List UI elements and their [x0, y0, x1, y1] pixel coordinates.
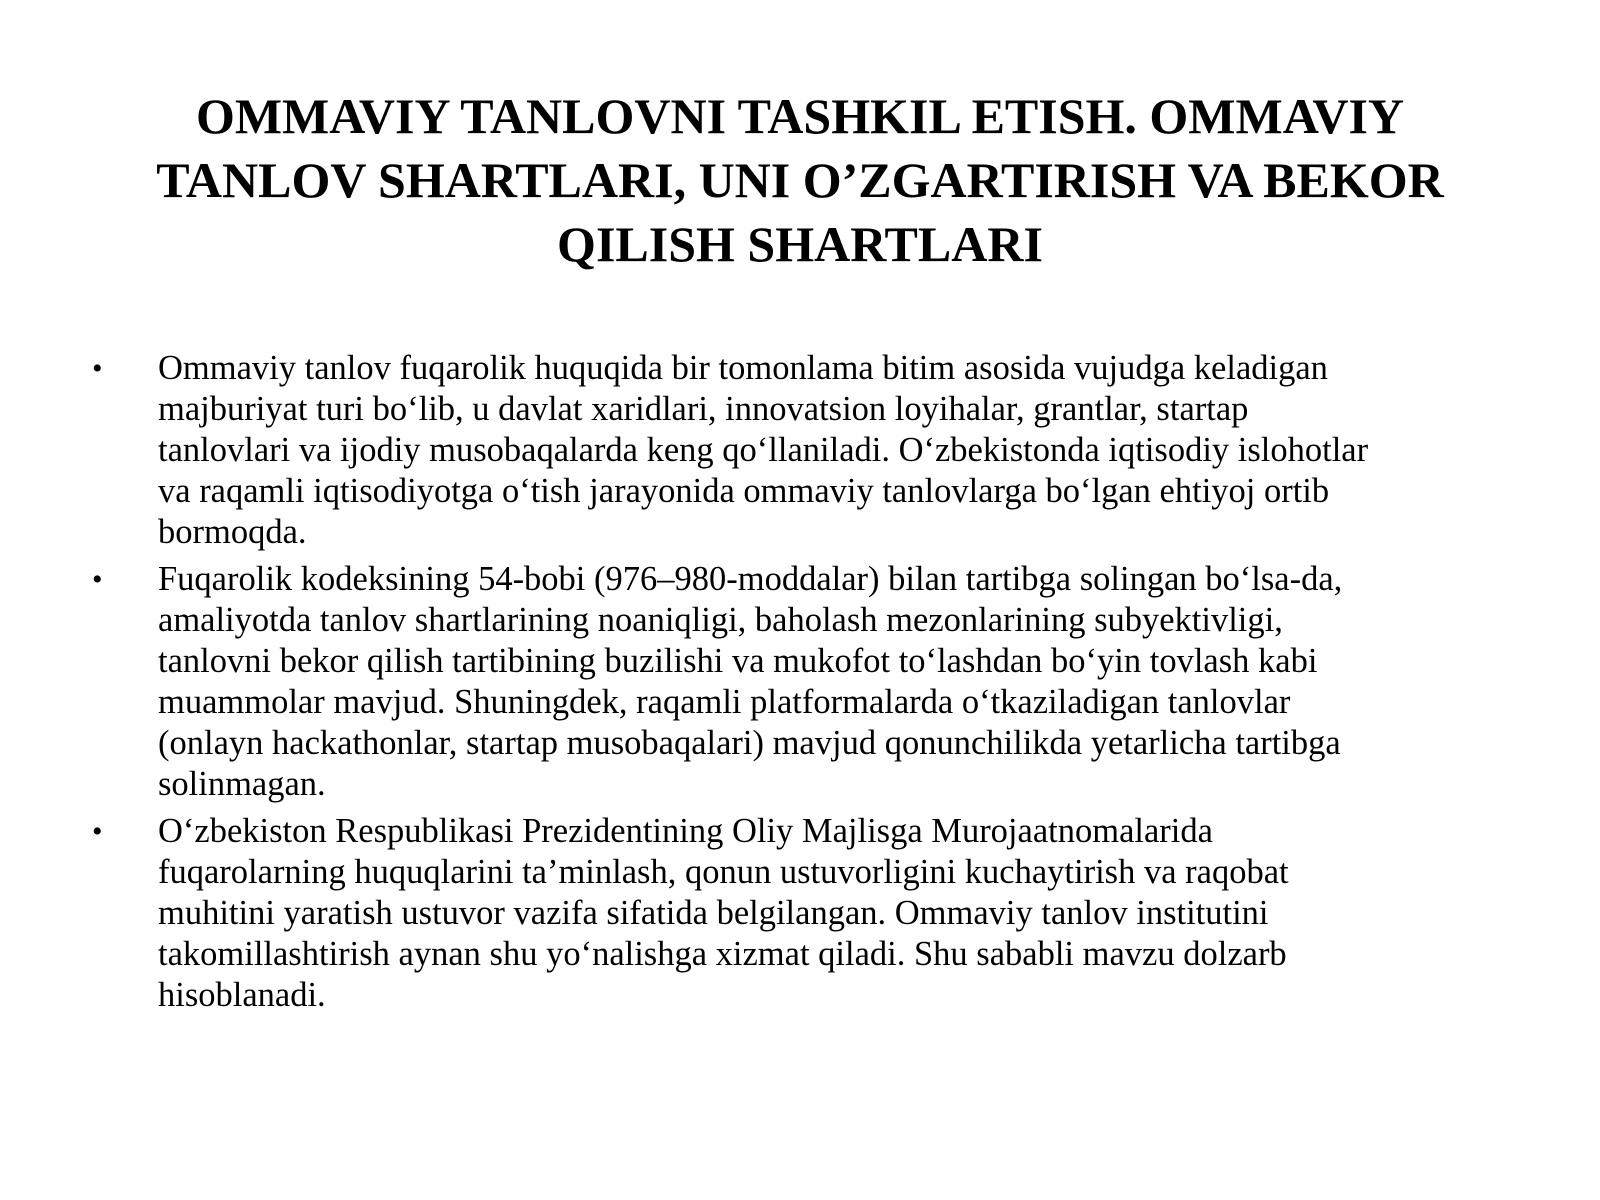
slide-title: [80, 84, 1520, 276]
bullet-text: [158, 348, 1512, 553]
bullet-line: tanlovlari va ijodiy musobaqalarda keng qo‘llaniladi. O‘zbekistonda iqtisodiy islohotlar: [158, 431, 1369, 469]
bullet-icon: •: [92, 352, 103, 385]
bullet-line: tanlovni bekor qilish tartibining buzilishi va mukofot to‘lashdan bo‘yin tovlash kabi: [158, 642, 1318, 680]
bullet-line: muammolar mavjud. Shuningdek, raqamli platformalarda o‘tkaziladigan tanlovlar: [158, 683, 1291, 721]
bullet-line: va raqamli iqtisodiyotga o‘tish jarayonida ommaviy tanlovlarga bo‘lgan ehtiyoj ortib: [158, 472, 1330, 510]
bullet-line: muhitini yaratish ustuvor vazifa sifatida belgilangan. Ommaviy tanlov institutini: [158, 894, 1269, 932]
bullet-text: [158, 559, 1512, 805]
bullet-line: (onlayn hackathonlar, startap musobaqalari) mavjud qonunchilikda yetarlicha tartibga: [158, 724, 1341, 762]
bullet-line: Ommaviy tanlov fuqarolik huquqida bir tomonlama bitim asosida vujudga keladigan: [158, 349, 1328, 387]
bullet-line: amaliyotda tanlov shartlarining noaniqligi, baholash mezonlarining subyektivligi,: [158, 601, 1283, 639]
bullet-line: fuqarolarning huquqlarini ta’minlash, qonun ustuvorligini kuchaytirish va raqobat: [158, 853, 1289, 891]
bullet-item: [92, 348, 1512, 553]
bullet-line: Fuqarolik kodeksining 54-bobi (976–980-moddalar) bilan tartibga solingan bo‘lsa-da,: [158, 560, 1343, 598]
bullet-item: [92, 559, 1512, 805]
bullet-icon: •: [92, 815, 103, 848]
bullet-list: [92, 348, 1512, 1022]
bullet-icon: •: [92, 563, 103, 596]
bullet-line: bormoqda.: [158, 513, 307, 551]
bullet-item: [92, 811, 1512, 1016]
title-line: QILISH SHARTLARI: [557, 216, 1043, 272]
bullet-text: [158, 811, 1512, 1016]
bullet-line: majburiyat turi bo‘lib, u davlat xaridlari, innovatsion loyihalar, grantlar, startap: [158, 390, 1249, 428]
title-line: TANLOV SHARTLARI, UNI O’ZGARTIRISH VA BEKOR: [156, 152, 1444, 208]
bullet-line: solinmagan.: [158, 765, 326, 803]
bullet-line: O‘zbekiston Respublikasi Prezidentining Oliy Majlisga Murojaatnomalarida: [158, 812, 1213, 850]
title-line: OMMAVIY TANLOVNI TASHKIL ETISH. OMMAVIY: [195, 88, 1405, 144]
bullet-line: takomillashtirish aynan shu yo‘nalishga xizmat qiladi. Shu sababli mavzu dolzarb: [158, 935, 1287, 973]
bullet-line: hisoblanadi.: [158, 976, 326, 1014]
